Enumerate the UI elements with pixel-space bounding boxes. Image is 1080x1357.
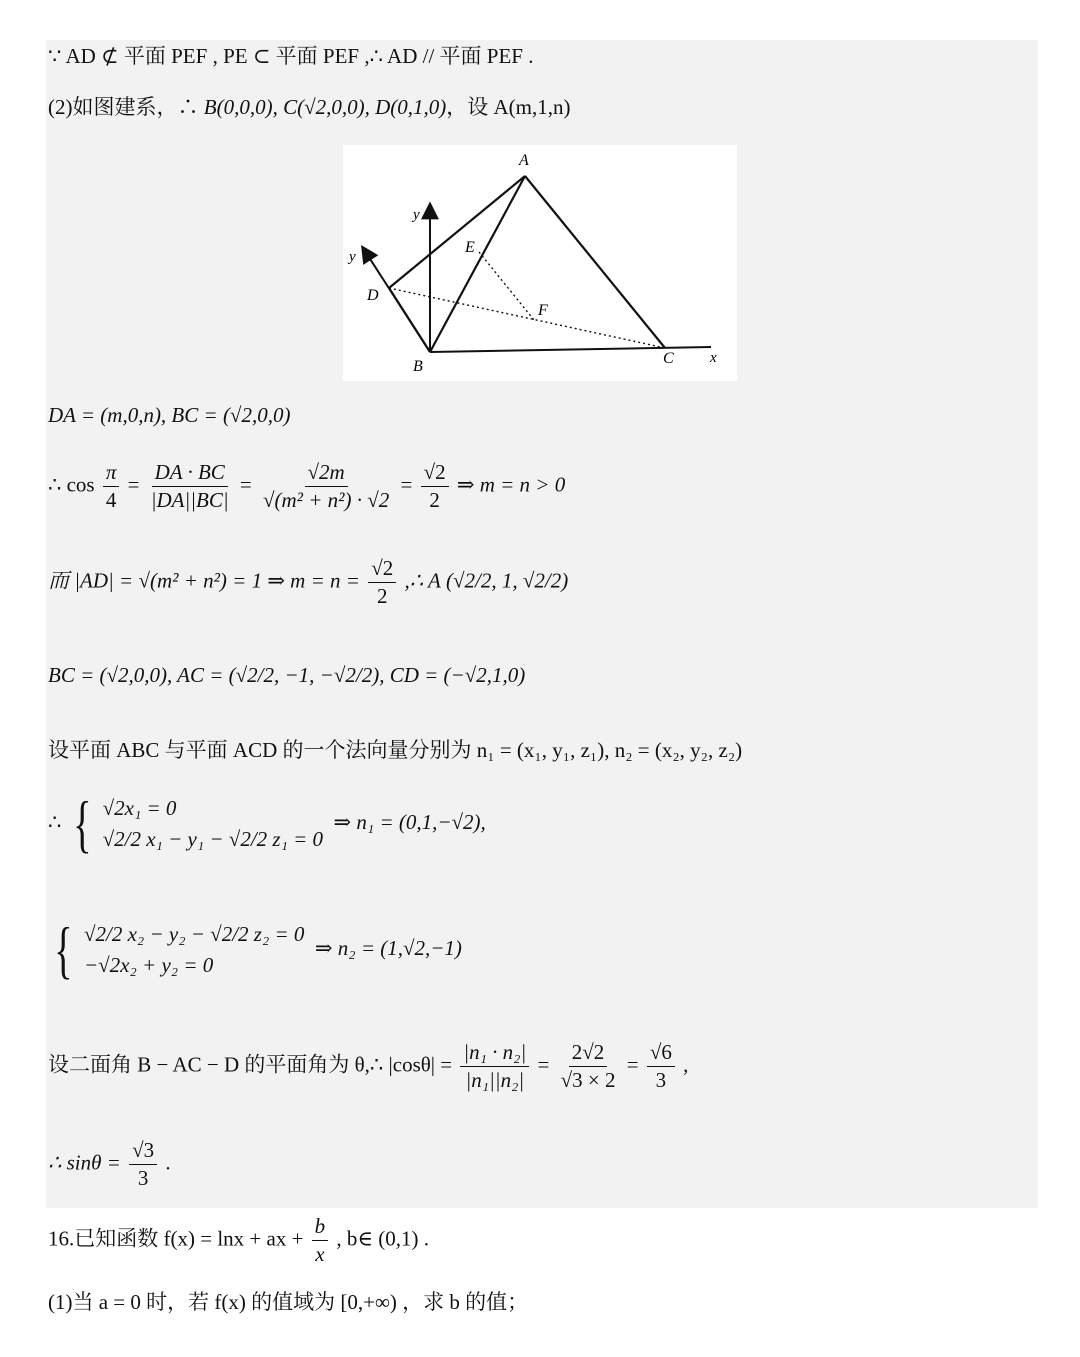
fraction-dot-product: $\frac{DA \cdot BC}{|DA||BC|}$	[150, 460, 229, 512]
label-y-vertical: y	[413, 207, 420, 223]
fraction-normal-dot: $\frac{\text{|n₁ · n₂|}}{\text{|n₁||n₂|}}$	[460, 1042, 529, 1091]
label-E: E	[465, 239, 475, 256]
system-1: ∴ { √2x₁ = 0 √2/2 x₁ − y₁ − √2/2 z₁ = 0 ⇒ n₁ = (0,1,−√2),	[48, 788, 486, 859]
text-line-8: 设二面角 B − AC − D 的平面角为 θ,∴ |cosθ| = $\frac{\text{|n₁ · n₂|}}{\text{|n₁||n₂|}}$ = $\frac{2√2}{√3 \times 2}$ = $\frac{√6}{3}$ ,	[48, 1040, 689, 1092]
fraction-2root2: $\frac{2√2}{√3 \times 2}$	[560, 1040, 616, 1092]
system-2: { √2/2 x₂ − y₂ − √2/2 z₂ = 0 −√2x₂ + y₂ = 0 ⇒ n₂ = (1,√2,−1)	[54, 914, 462, 985]
label-x: x	[710, 350, 717, 366]
label-F: F	[538, 302, 548, 319]
question-16-part-1: (1)当 a = 0 时，若 f(x) 的值域为 [0,+∞) ，求 b 的值；	[48, 1290, 529, 1314]
label-A: A	[519, 152, 529, 169]
label-C: C	[663, 350, 674, 367]
fraction-b-over-x: $\frac{b}{x}$	[312, 1216, 329, 1265]
fraction-m-value: $\frac{√2}{2}$	[368, 558, 396, 607]
fraction-root6-over-3: $\frac{√6}{3}$	[647, 1042, 675, 1091]
text-line-2: (2)如图建系，∴ B(0,0,0), C(√2,0,0), D(0,1,0)，设 A(m,1,n)	[48, 95, 571, 119]
text-line-4: ∴ cos $\frac{\pi}{4}$ = $\frac{DA \cdot BC}{|DA||BC|}$ = $\frac{√2m}{\text{√(m² + n²) · √2}}$ = $\frac{√2}{2}$ ⇒ m = n > 0	[48, 460, 566, 512]
text-line-3: DA = (m,0,n), BC = (√2,0,0)	[48, 403, 291, 427]
coordinate-figure	[343, 145, 737, 381]
fraction-root3-over-3: $\frac{√3}{3}$	[129, 1140, 157, 1189]
text-line-1: ∵ AD ⊄ 平面 PEF , PE ⊂ 平面 PEF ,∴ AD // 平面 PEF .	[48, 44, 534, 68]
fraction-pi-over-4: $\frac{\pi}{4}$	[103, 462, 120, 511]
question-16: 16.已知函数 f(x) = lnx + ax + $\frac{b}{x}$ , b∈ (0,1) .	[48, 1214, 429, 1266]
edge-DB	[389, 288, 430, 352]
fraction-root2-over-2: $\frac{√2}{2}$	[421, 462, 449, 511]
edge-AD	[389, 176, 525, 288]
text-line-9: ∴ sinθ = $\frac{√3}{3}$ .	[48, 1138, 171, 1190]
fraction-expanded: $\frac{√2m}{\text{√(m² + n²) · √2}}$	[263, 460, 390, 512]
text-line-5: 而 |AD| = √(m² + n²) = 1 ⇒ m = n = $\frac{√2}{2}$ ,∴ A (√2/2, 1, √2/2)	[48, 556, 569, 608]
label-D: D	[367, 287, 379, 304]
text-line-7: 设平面 ABC 与平面 ACD 的一个法向量分别为 n₁ = (x₁, y₁, z₁), n₂ = (x₂, y₂, z₂)	[48, 738, 743, 762]
text-line-6: BC = (√2,0,0), AC = (√2/2, −1, −√2/2), CD = (−√2,1,0)	[48, 663, 526, 687]
label-y-oblique: y	[349, 249, 356, 265]
label-B: B	[413, 358, 423, 375]
edge-AB	[430, 176, 525, 352]
